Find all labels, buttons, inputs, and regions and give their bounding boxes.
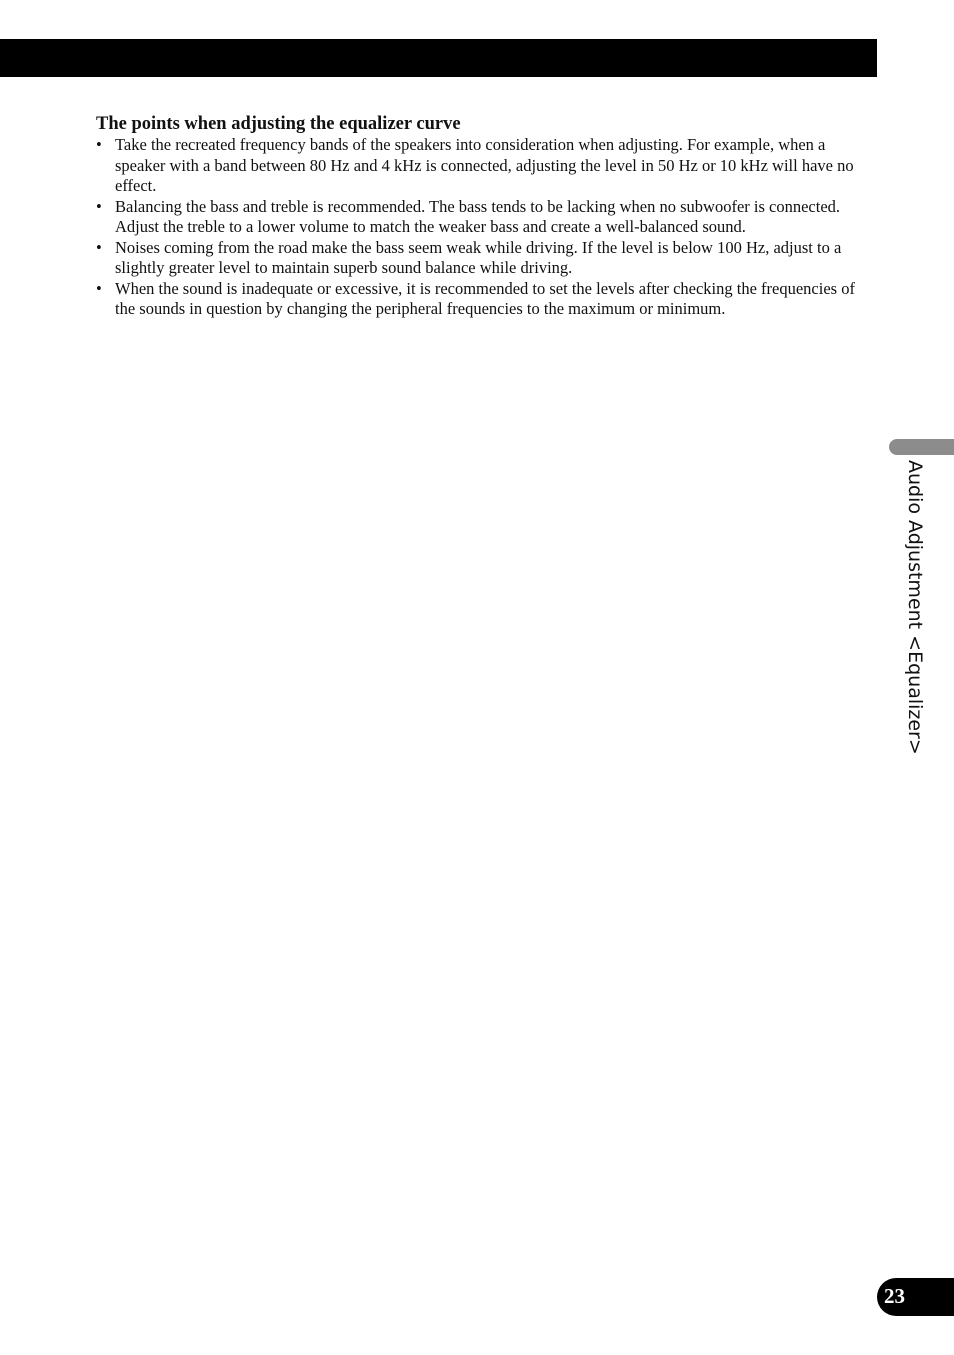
bullet-marker: • xyxy=(96,135,102,154)
section-side-title: Audio Adjustment <Equalizer> xyxy=(904,460,926,755)
bullet-marker: • xyxy=(96,196,102,216)
bullet-item xyxy=(96,279,856,320)
bullet-text: Balancing the bass and treble is recommended. The bass tends to be lacking when no subwoofer is connected. Adjust the treble to a lower volume to match the weaker bass and create a well-balanced sound. xyxy=(115,196,841,236)
bullet-marker: • xyxy=(96,278,102,298)
header-bar xyxy=(0,39,877,77)
bullet-text: Noises coming from the road make the bass seem weak while driving. If the level is below 100 Hz, adjust to a slightly greater level to maintain superb sound balance while driving. xyxy=(115,237,842,277)
bullet-list xyxy=(96,135,856,320)
section-side-tab xyxy=(889,439,954,455)
page-number: 23 xyxy=(884,1284,905,1308)
main-content xyxy=(96,113,856,320)
bullet-item xyxy=(96,197,856,238)
bullet-item xyxy=(96,238,856,279)
section-heading: The points when adjusting the equalizer curve xyxy=(96,114,461,134)
bullet-marker: • xyxy=(96,237,102,257)
bullet-text: When the sound is inadequate or excessive, it is recommended to set the levels after checking the frequencies of the sounds in question by changing the peripheral frequencies to the maximum or minimum. xyxy=(115,278,855,318)
bullet-text: Take the recreated frequency bands of the speakers into consideration when adjusting. For example, when a speaker with a band between 80 Hz and 4 kHz is connected, adjusting the level in 50 Hz or 10 kHz will have no effect. xyxy=(115,135,854,195)
bullet-item xyxy=(96,135,856,197)
